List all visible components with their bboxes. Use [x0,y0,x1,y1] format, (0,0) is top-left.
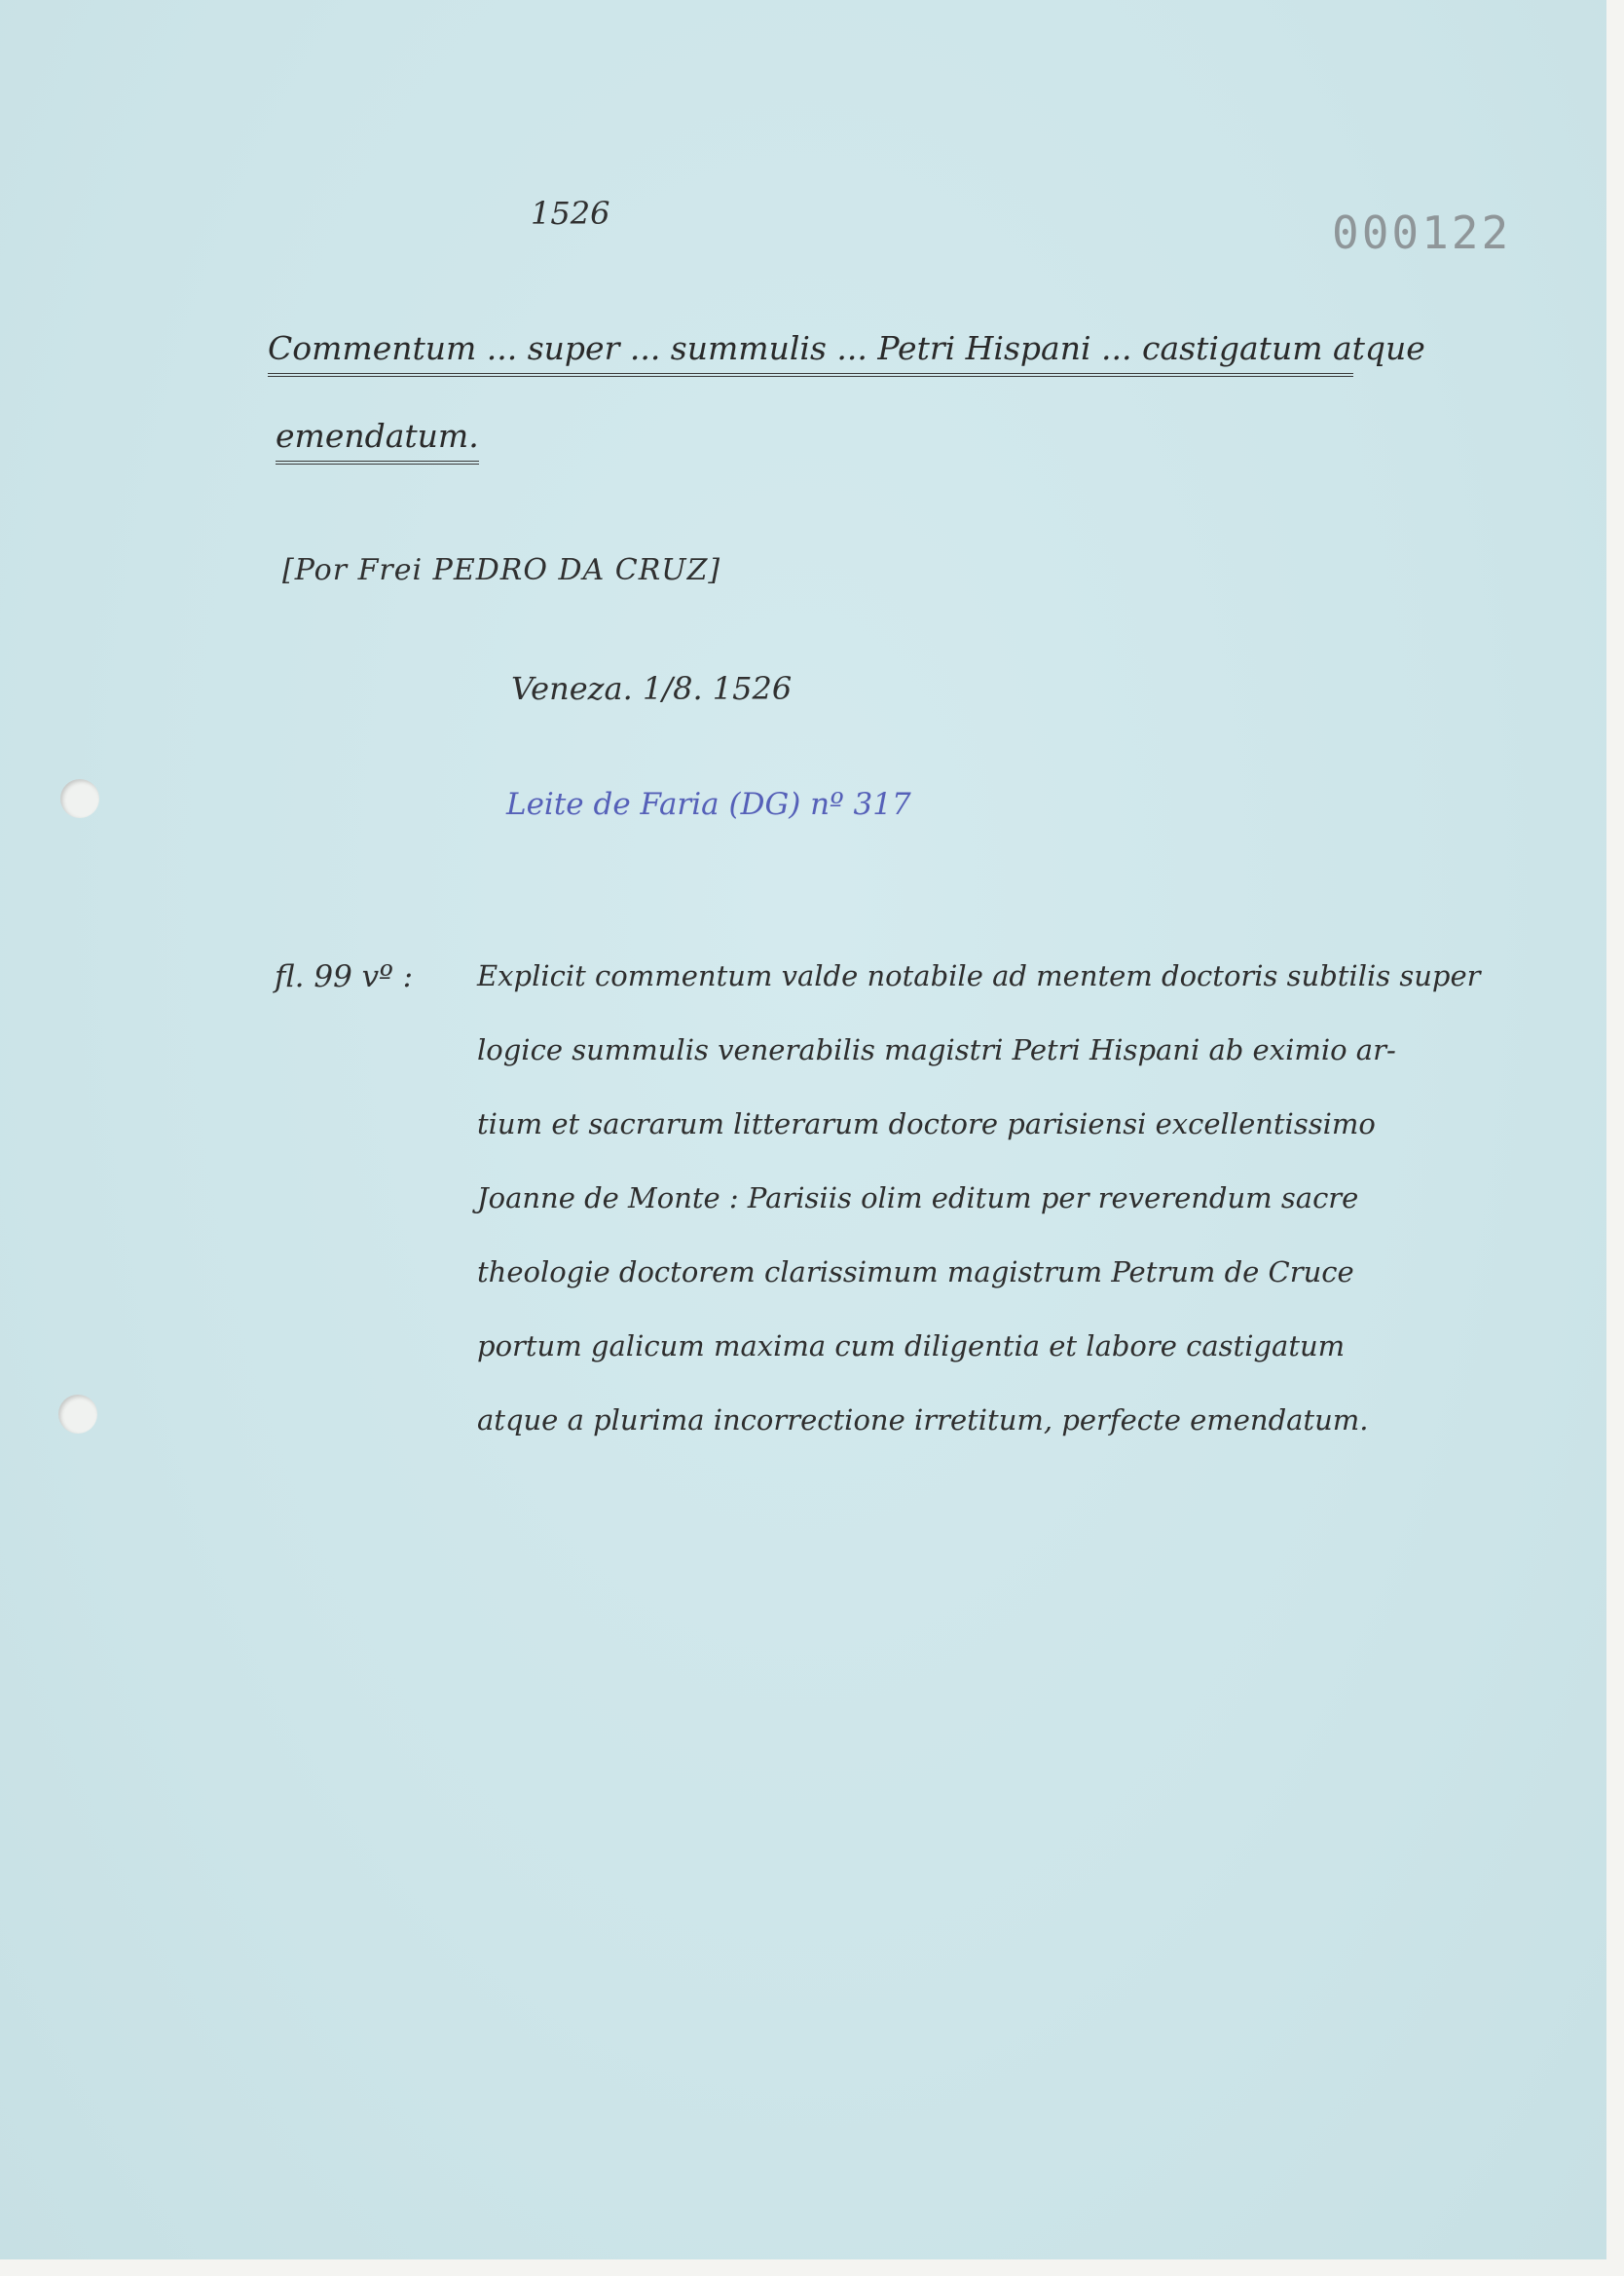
punch-hole-upper [60,779,99,818]
punch-hole-lower [58,1395,97,1434]
explicit-line: atque a plurima incorrectione irretitum, perfecte emendatum. [477,1403,1369,1436]
explicit-line: tium et sacrarum litterarum doctore parisiensi excellentissimo [477,1107,1376,1140]
bibliographic-reference: Leite de Faria (DG) nº 317 [506,787,911,822]
explicit-line: Joanne de Monte : Parisiis olim editum per reverendum sacre [477,1181,1359,1214]
explicit-line: theologie doctorem clarissimum magistrum Petrum de Cruce [477,1255,1354,1288]
title-line-2: emendatum. [276,417,479,465]
place-date: Veneza. 1/8. 1526 [511,670,793,707]
title-line-1: Commentum ... super ... summulis ... Petri Hispani ... castigatum atque [268,329,1353,377]
explicit-line: logice summulis venerabilis magistri Petri Hispani ab eximio ar- [477,1033,1396,1066]
year-heading: 1526 [531,195,610,232]
stamp-number: 000122 [1332,206,1512,259]
folio-label: fl. 99 vº : [275,959,414,994]
author-note: [Por Frei PEDRO DA CRUZ] [282,553,721,587]
explicit-line: Explicit commentum valde notabile ad mentem doctoris subtilis super [477,959,1481,992]
explicit-line: portum galicum maxima cum diligentia et labore castigatum [477,1329,1346,1362]
